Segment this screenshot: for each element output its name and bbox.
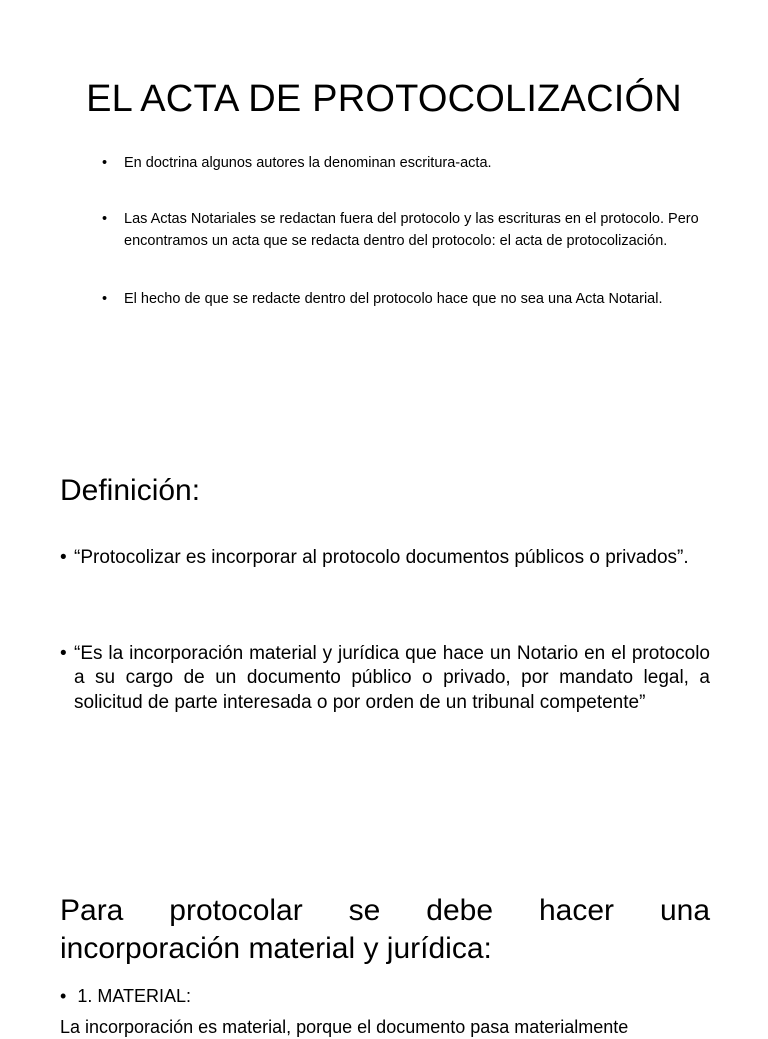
list-item-text: “Es la incorporación material y jurídica que hace un Notario en el protocolo a su cargo de un documento público o privado, por mandato legal, a solicitud de parte interesada o por orden de un tribunal competente” — [74, 642, 710, 713]
bullet-icon: • — [60, 642, 67, 664]
list-item-text: En doctrina algunos autores la denominan escritura-acta. — [124, 155, 492, 171]
slide-acta-protocolizacion — [0, 0, 768, 420]
bullet-list — [102, 152, 702, 310]
slide-definicion — [0, 440, 768, 840]
list-item — [102, 152, 702, 174]
slide-title: Definición: — [60, 474, 201, 507]
slide-title: EL ACTA DE PROTOCOLIZACIÓN — [86, 78, 682, 120]
list-item-text: “Protocolizar es incorporar al protocolo documentos públicos o privados”. — [74, 547, 689, 568]
list-item — [60, 984, 191, 1008]
bullet-icon: • — [102, 291, 108, 307]
slide-title: Para protocolar se debe hacer una incorporación material y jurídica: — [60, 894, 710, 965]
list-item-text: El hecho de que se redacte dentro del protocolo hace que no sea una Acta Notarial. — [124, 291, 663, 307]
list-item-text: Las Actas Notariales se redactan fuera del protocolo y las escrituras en el protocolo. Pero encontramos un acta que se redacta dentro del protocolo: el acta de protocolización. — [124, 211, 699, 249]
list-item-text: 1. MATERIAL: — [77, 986, 192, 1006]
bullet-icon: • — [60, 547, 67, 568]
list-item — [102, 208, 702, 252]
bullet-icon: • — [102, 211, 108, 227]
bullet-list — [60, 546, 710, 715]
bullet-icon: • — [60, 986, 67, 1006]
slide-incorporacion — [0, 860, 768, 1037]
bullet-icon: • — [102, 155, 108, 171]
list-item — [102, 288, 702, 310]
list-item — [60, 546, 710, 571]
partial-text-line: La incorporación es material, porque el documento pasa materialmente — [60, 1017, 629, 1037]
list-item — [60, 642, 710, 716]
